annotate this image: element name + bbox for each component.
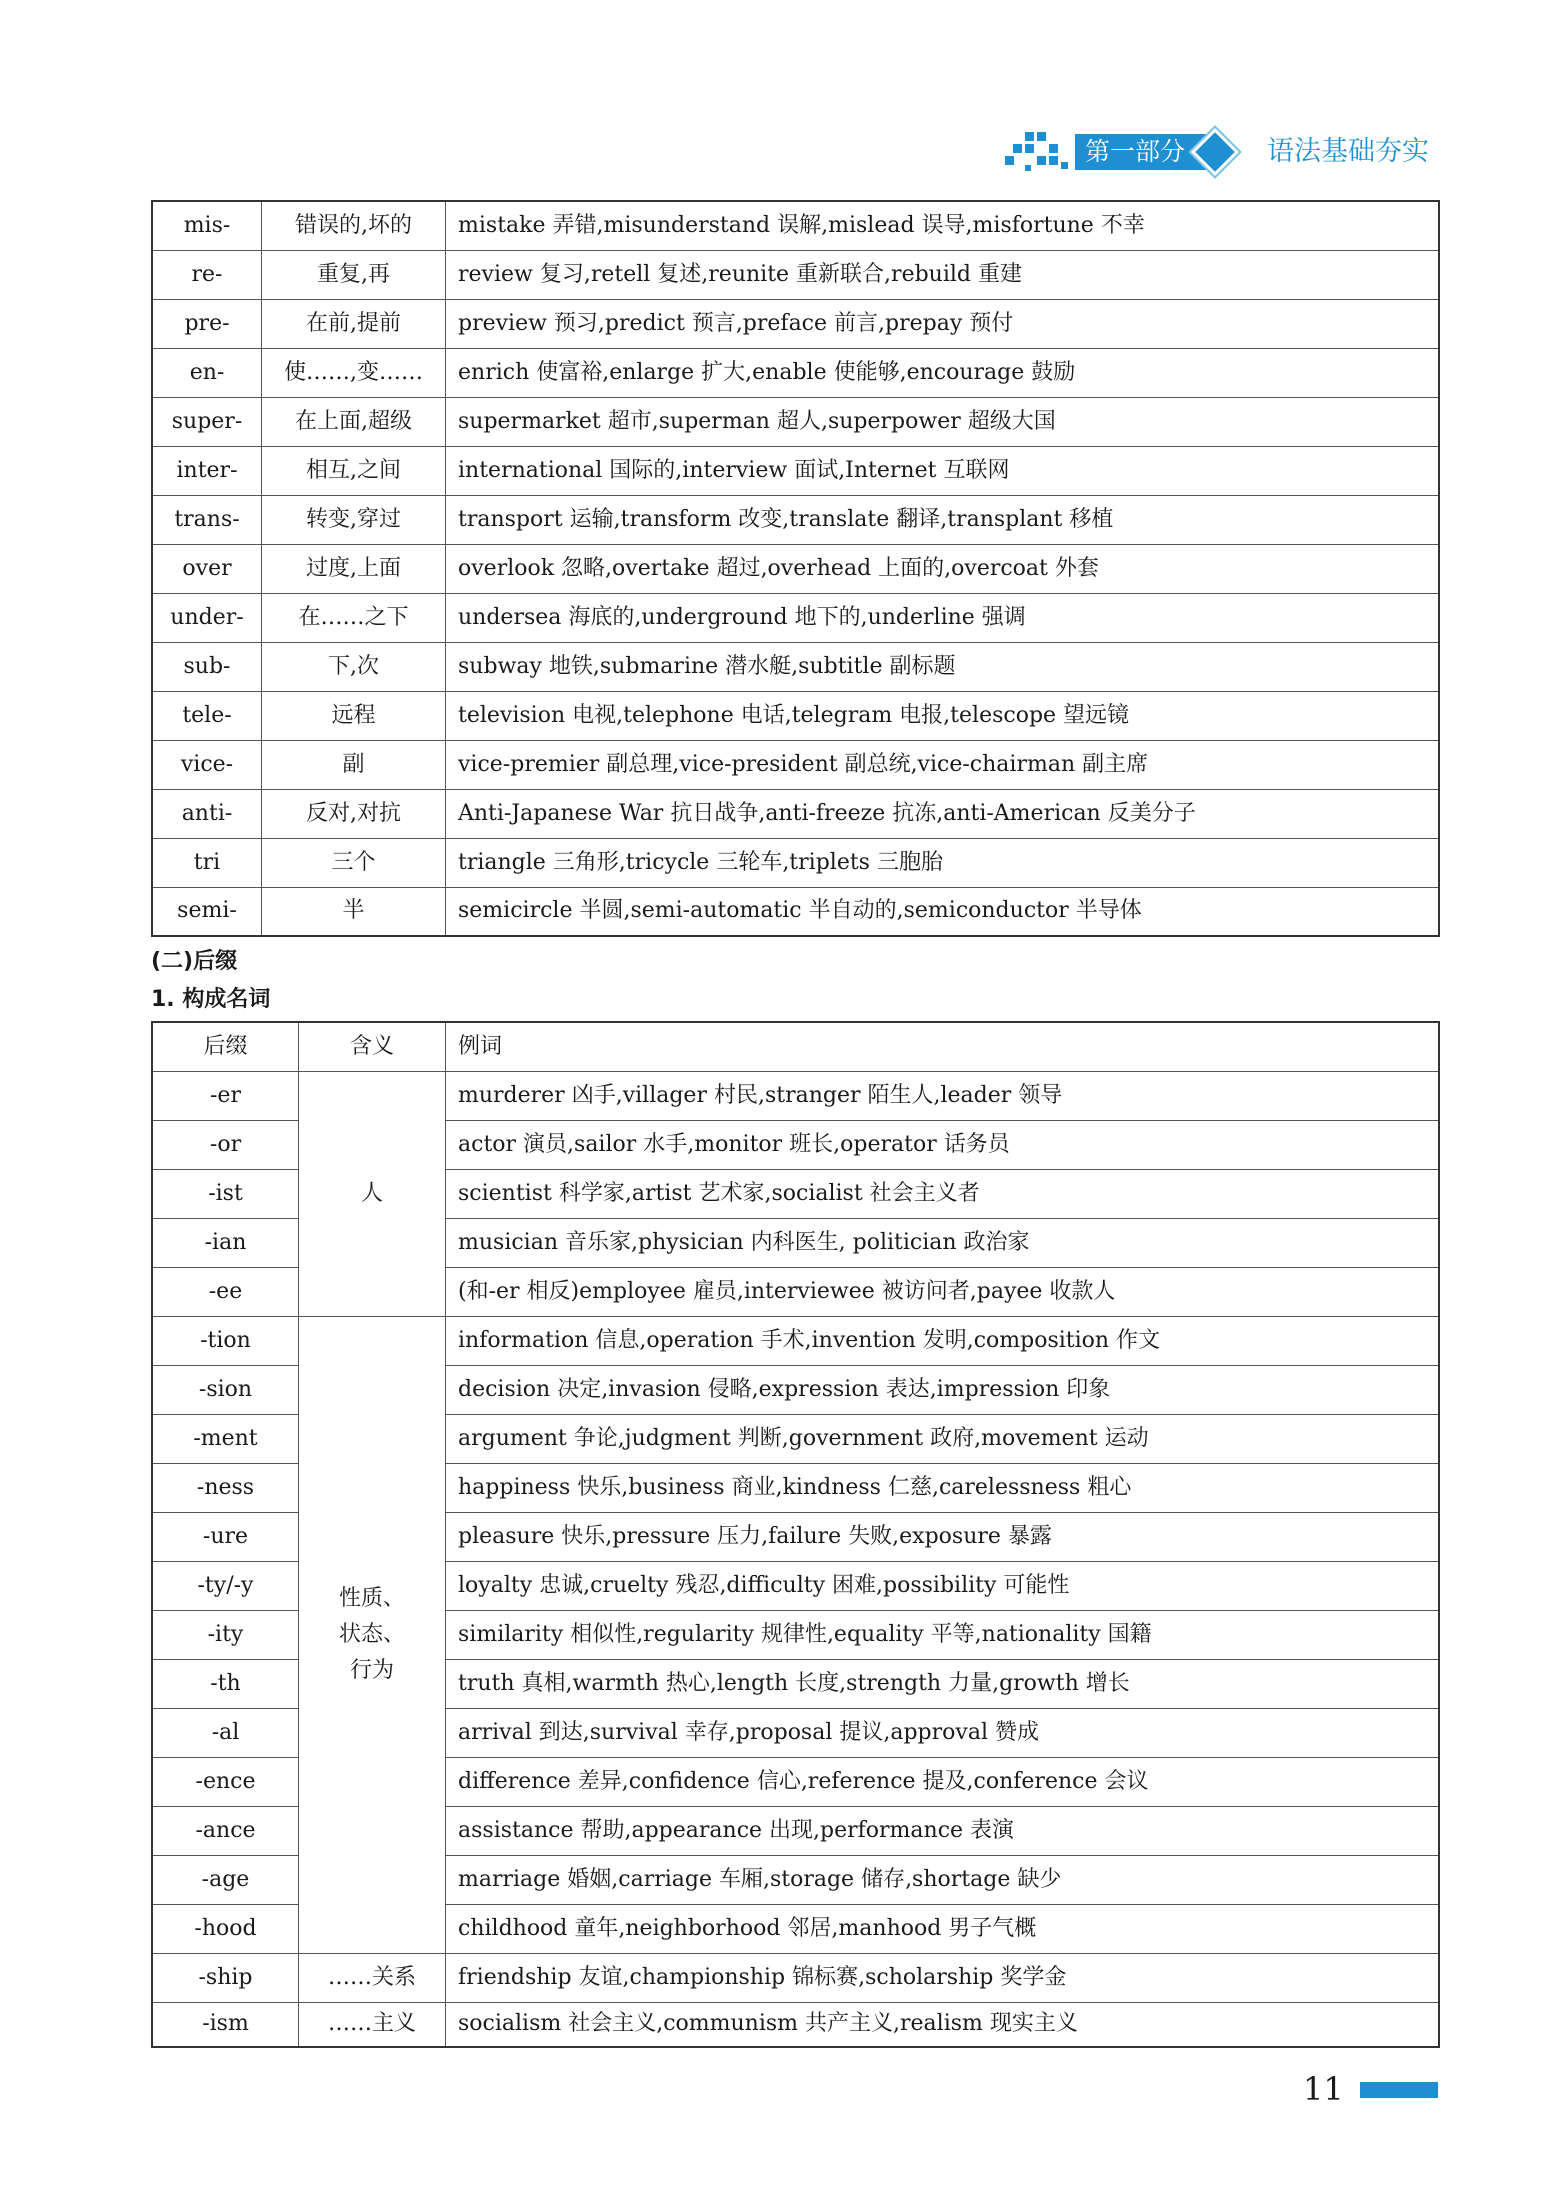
prefix-cell: mis- [152,201,262,250]
examples-cell: musician 音乐家,physician 内科医生, politician 政治家 [446,1218,1440,1267]
table-row [152,348,1439,397]
examples-cell: subway 地铁,submarine 潜水艇,subtitle 副标题 [446,642,1440,691]
table-row [152,250,1439,299]
meaning-cell-quality: 性质、 状态、 行为 [299,1316,446,1953]
prefix-cell: en- [152,348,262,397]
meaning-cell: ……主义 [299,2002,446,2047]
examples-cell: Anti-Japanese War 抗日战争,anti-freeze 抗冻,anti-American 反美分子 [446,789,1440,838]
examples-cell: undersea 海底的,underground 地下的,underline 强调 [446,593,1440,642]
table-header-row [152,1022,1439,1071]
examples-cell: review 复习,retell 复述,reunite 重新联合,rebuild 重建 [446,250,1440,299]
examples-cell: truth 真相,warmth 热心,length 长度,strength 力量,growth 增长 [446,1659,1440,1708]
suffix-cell: -th [152,1659,299,1708]
meaning-cell-person: 人 [299,1071,446,1316]
header-examples: 例词 [446,1022,1440,1071]
suffix-cell: -ist [152,1169,299,1218]
examples-cell: marriage 婚姻,carriage 车厢,storage 储存,shortage 缺少 [446,1855,1440,1904]
header-meaning: 含义 [299,1022,446,1071]
table-row [152,446,1439,495]
prefix-cell: pre- [152,299,262,348]
suffix-cell: -or [152,1120,299,1169]
examples-cell: television 电视,telephone 电话,telegram 电报,telescope 望远镜 [446,691,1440,740]
table-row [152,495,1439,544]
meaning-cell: 相互,之间 [262,446,446,495]
section-noun-title: 1. 构成名词 [151,987,271,1012]
examples-cell: vice-premier 副总理,vice-president 副总统,vice-chairman 副主席 [446,740,1440,789]
meaning-cell: 副 [262,740,446,789]
examples-cell: triangle 三角形,tricycle 三轮车,triplets 三胞胎 [446,838,1440,887]
prefix-cell: under- [152,593,262,642]
suffix-cell: -er [152,1071,299,1120]
examples-cell: socialism 社会主义,communism 共产主义,realism 现实主义 [446,2002,1440,2047]
prefix-cell: super- [152,397,262,446]
table-row [152,838,1439,887]
table-row [152,887,1439,936]
meaning-cell: 在上面,超级 [262,397,446,446]
header-suffix: 后缀 [152,1022,299,1071]
prefix-cell: tri [152,838,262,887]
suffix-cell: -ian [152,1218,299,1267]
examples-cell: similarity 相似性,regularity 规律性,equality 平等,nationality 国籍 [446,1610,1440,1659]
table-row [152,201,1439,250]
meaning-cell: 重复,再 [262,250,446,299]
suffix-cell: -sion [152,1365,299,1414]
meaning-cell: 下,次 [262,642,446,691]
suffix-cell: -hood [152,1904,299,1953]
suffix-cell: -age [152,1855,299,1904]
table-row [152,740,1439,789]
table-row [152,1071,1439,1120]
suffix-cell: -ment [152,1414,299,1463]
table-row [152,789,1439,838]
meaning-cell: 错误的,坏的 [262,201,446,250]
examples-cell: murderer 凶手,villager 村民,stranger 陌生人,leader 领导 [446,1071,1440,1120]
examples-cell: enrich 使富裕,enlarge 扩大,enable 使能够,encourage 鼓励 [446,348,1440,397]
suffix-table [151,1021,1440,2048]
part-label: 第一部分 [1075,134,1215,170]
examples-cell: semicircle 半圆,semi-automatic 半自动的,semiconductor 半导体 [446,887,1440,936]
examples-cell: loyalty 忠诚,cruelty 残忍,difficulty 困难,possibility 可能性 [446,1561,1440,1610]
suffix-cell: -tion [152,1316,299,1365]
table-row [152,593,1439,642]
examples-cell: decision 决定,invasion 侵略,expression 表达,impression 印象 [446,1365,1440,1414]
examples-cell: information 信息,operation 手术,invention 发明,composition 作文 [446,1316,1440,1365]
prefix-table [151,200,1440,937]
meaning-cell: 过度,上面 [262,544,446,593]
suffix-cell: -ure [152,1512,299,1561]
meaning-cell: 三个 [262,838,446,887]
examples-cell: childhood 童年,neighborhood 邻居,manhood 男子气概 [446,1904,1440,1953]
examples-cell: preview 预习,predict 预言,preface 前言,prepay 预付 [446,299,1440,348]
page-header [1005,128,1450,178]
prefix-cell: anti- [152,789,262,838]
meaning-cell: 远程 [262,691,446,740]
prefix-cell: semi- [152,887,262,936]
examples-cell: happiness 快乐,business 商业,kindness 仁慈,carelessness 粗心 [446,1463,1440,1512]
examples-cell: pleasure 快乐,pressure 压力,failure 失败,exposure 暴露 [446,1512,1440,1561]
examples-cell: argument 争论,judgment 判断,government 政府,movement 运动 [446,1414,1440,1463]
examples-cell: assistance 帮助,appearance 出现,performance 表演 [446,1806,1440,1855]
meaning-cell: 转变,穿过 [262,495,446,544]
header-title: 语法基础夯实 [1267,136,1429,167]
examples-cell: transport 运输,transform 改变,translate 翻译,transplant 移植 [446,495,1440,544]
examples-cell: difference 差异,confidence 信心,reference 提及,conference 会议 [446,1757,1440,1806]
table-row [152,691,1439,740]
table-row [152,299,1439,348]
examples-cell: actor 演员,sailor 水手,monitor 班长,operator 话务员 [446,1120,1440,1169]
examples-cell: overlook 忽略,overtake 超过,overhead 上面的,overcoat 外套 [446,544,1440,593]
page-number: 11 [1303,2070,1344,2108]
suffix-cell: -ity [152,1610,299,1659]
suffix-cell: -ence [152,1757,299,1806]
pixel-logo-icon [1005,132,1075,174]
examples-cell: arrival 到达,survival 幸存,proposal 提议,approval 赞成 [446,1708,1440,1757]
examples-cell: international 国际的,interview 面试,Internet 互联网 [446,446,1440,495]
examples-cell: mistake 弄错,misunderstand 误解,mislead 误导,misfortune 不幸 [446,201,1440,250]
suffix-cell: -ism [152,2002,299,2047]
suffix-cell: -ee [152,1267,299,1316]
examples-cell: (和-er 相反)employee 雇员,interviewee 被访问者,payee 收款人 [446,1267,1440,1316]
examples-cell: friendship 友谊,championship 锦标赛,scholarship 奖学金 [446,1953,1440,2002]
suffix-cell: -ance [152,1806,299,1855]
prefix-cell: tele- [152,691,262,740]
table-row [152,544,1439,593]
table-row [152,642,1439,691]
meaning-cell: 在前,提前 [262,299,446,348]
suffix-cell: -ness [152,1463,299,1512]
footer-bar [1360,2082,1438,2098]
meaning-cell: 在……之下 [262,593,446,642]
table-row [152,1953,1439,2002]
suffix-cell: -al [152,1708,299,1757]
meaning-cell: 半 [262,887,446,936]
suffix-cell: -ty/-y [152,1561,299,1610]
meaning-cell: 使……,变…… [262,348,446,397]
table-row [152,1316,1439,1365]
prefix-cell: trans- [152,495,262,544]
table-row [152,397,1439,446]
prefix-cell: over [152,544,262,593]
examples-cell: scientist 科学家,artist 艺术家,socialist 社会主义者 [446,1169,1440,1218]
prefix-cell: re- [152,250,262,299]
meaning-cell: 反对,对抗 [262,789,446,838]
prefix-cell: sub- [152,642,262,691]
section-suffix-title: (二)后缀 [151,949,238,974]
meaning-cell: ……关系 [299,1953,446,2002]
suffix-cell: -ship [152,1953,299,2002]
prefix-cell: inter- [152,446,262,495]
table-row [152,2002,1439,2047]
prefix-cell: vice- [152,740,262,789]
examples-cell: supermarket 超市,superman 超人,superpower 超级大国 [446,397,1440,446]
